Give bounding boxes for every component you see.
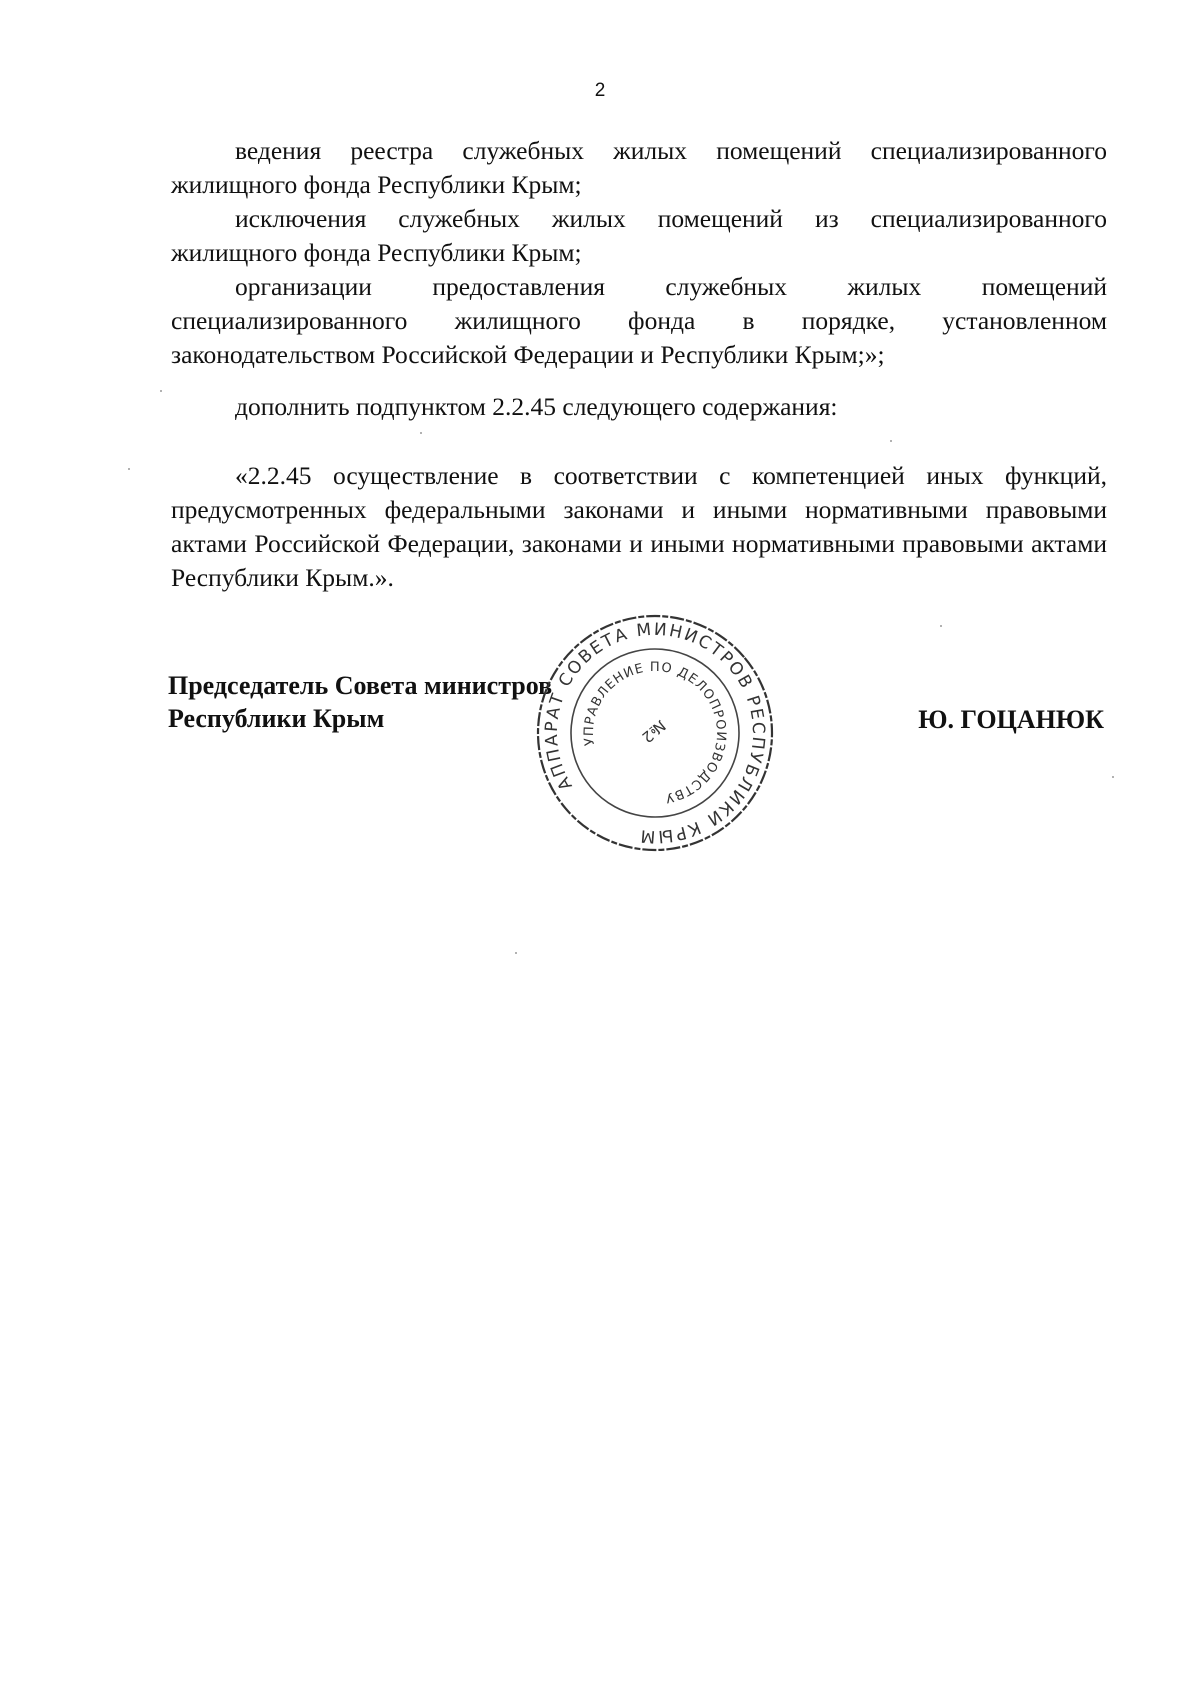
- paragraph-subclause-2-2-45: «2.2.45 осуществление в соответствии с компетенцией иных функций, предусмотренных федеральными законами и иными нормативными правовыми актами Российской Федерации, законами и иными нормативными правовыми актами Республики Крым.».: [171, 461, 1107, 592]
- signatory-position-line1: Председатель Совета министров: [168, 671, 553, 700]
- paragraph-amendment-intro: дополнить подпунктом 2.2.45 следующего содержания:: [235, 392, 838, 421]
- scan-speck: [160, 390, 162, 392]
- text-block-amendment: [171, 390, 1107, 424]
- page-number: 2: [594, 80, 606, 101]
- signatory-position-line2: Республики Крым: [168, 704, 385, 733]
- seal-number: №2: [638, 716, 670, 747]
- scan-speck: [128, 468, 130, 470]
- scan-speck: [515, 952, 517, 954]
- official-seal-stamp: [532, 612, 778, 854]
- seal-outer-textpath: АППАРАТ СОВЕТА МИНИСТРОВ РЕСПУБЛИКИ КРЫМ: [541, 619, 769, 847]
- scan-speck: [890, 440, 892, 442]
- text-block-subclause: [171, 459, 1107, 595]
- scan-speck: [940, 625, 942, 627]
- seal-inner-textpath: УПРАВЛЕНИЕ ПО ДЕЛОПРОИЗВОДСТВУ: [581, 659, 729, 806]
- signatory-name: Ю. ГОЦАНЮК: [918, 705, 1104, 734]
- text-block-functions: [171, 134, 1107, 372]
- paragraph-exclusion: исключения служебных жилых помещений из специализированного жилищного фонда Республики Крым;: [171, 204, 1107, 267]
- paragraph-registry: ведения реестра служебных жилых помещений специализированного жилищного фонда Республики Крым;: [171, 136, 1107, 199]
- paragraph-provision: организации предоставления служебных жилых помещений специализированного жилищного фонда в порядке, установленном законодательством Российской Федерации и Республики Крым;»;: [171, 272, 1107, 369]
- scan-speck: [420, 432, 422, 434]
- signatory-position: [168, 669, 552, 735]
- scan-speck: [1112, 776, 1114, 778]
